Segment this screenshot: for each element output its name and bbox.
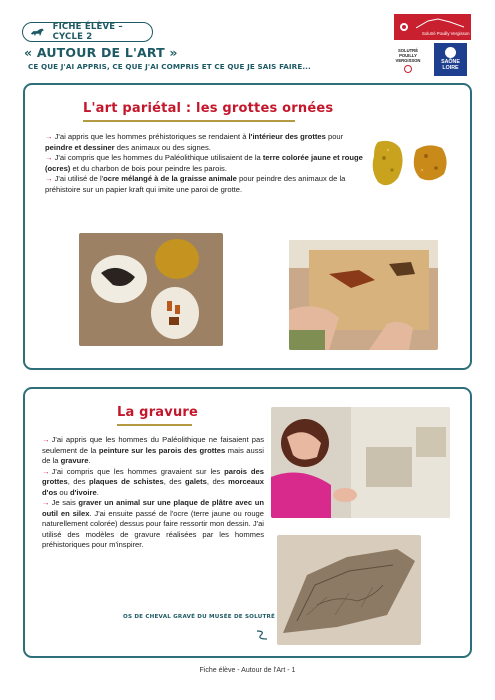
text-run: et du charbon de bois pour peindre les parois. [70, 163, 227, 173]
section-2-text [42, 435, 264, 551]
text-run: , des [163, 477, 185, 486]
text-bold: galets [184, 477, 207, 486]
text-run: , des [67, 477, 89, 486]
solutre-logo [394, 14, 471, 40]
text-bold: morceaux d'os [42, 477, 264, 497]
solutre-logo-text: Solutré Pouilly Vergisson [422, 31, 470, 36]
page-title: « AUTOUR DE L'ART » [24, 45, 178, 60]
section-1-underline [83, 120, 295, 122]
photo-engraved-bone [277, 535, 421, 645]
text-bold: ocre mélangé à de la graisse animale [103, 174, 237, 183]
section-1-paragraph [45, 174, 367, 195]
bullet-arrow-icon: → [45, 153, 53, 162]
bullet-arrow-icon: → [42, 435, 50, 444]
section-2-paragraph [42, 498, 264, 551]
text-bold: parois des grottes [42, 466, 265, 486]
solutre-sun-icon [397, 20, 411, 34]
photo-kids-painting [289, 240, 438, 350]
section-1-paragraph [45, 132, 367, 153]
section-gravure [23, 387, 472, 658]
text-run: , des [206, 477, 229, 486]
text-bold: plaques de schistes [88, 477, 164, 486]
section-2-heading: La gravure [117, 405, 199, 420]
pouilly-mark-icon [404, 65, 412, 73]
section-1-text [45, 132, 367, 195]
text-run: J'ai utilisé de l' [54, 174, 104, 183]
text-run: J'ai appris que les hommes préhistoriques se rendaient à [54, 132, 249, 141]
bullet-arrow-icon: → [45, 132, 53, 141]
saone-loire-logo [434, 43, 467, 76]
pouilly-logo [393, 44, 423, 76]
text-run: . J'ai ensuite passé de l'ocre (terre jaune ou rouge naturellement colorée) dessus pour faire ressortir mon dessin. J'ai utilisé des modèles de gravure réalisées par les hommes préhistoriques pour m'inspirer. [42, 508, 265, 549]
text-bold: peinture sur les parois des grottes [98, 445, 226, 455]
text-run: J'ai appris que les hommes du Paléolithique ne faisaient pas seulement de la [42, 435, 264, 455]
text-bold: gravure [60, 456, 89, 465]
section-2-paragraph [42, 467, 264, 499]
text-bold: terre colorée jaune et rouge (ocres) [45, 153, 363, 173]
photo-caption: OS DE CHEVAL GRAVÉ DU MUSÉE DE SOLUTRÉ [123, 614, 275, 620]
ochre-stone-orange [410, 142, 450, 184]
saone-badge-icon [445, 47, 456, 58]
text-run: J'ai compris que les hommes gravaient sur les [51, 466, 225, 476]
section-1-heading: L'art pariétal : les grottes ornées [83, 101, 334, 116]
section-art-parietal [23, 83, 472, 370]
pouilly-line-2: POUILLY [399, 53, 417, 58]
pouilly-line-1: SOLUTRÉ [397, 48, 418, 53]
text-run: . [96, 487, 99, 497]
pill-label: FICHE ÉLÈVE – CYCLE 2 [52, 22, 123, 42]
text-bold: d'ivoire [69, 487, 97, 497]
text-run: pour peindre des animaux de la préhistoire sur un papier kraft qui imite une paroi de grotte. [45, 174, 346, 194]
section-2-paragraph [42, 435, 264, 467]
photo-shells-ochre [79, 233, 223, 346]
text-run: ou [57, 487, 70, 497]
text-bold: graver un animal sur une plaque de plâtre avec un outil en silex [42, 498, 264, 518]
text-bold: peindre et dessiner [45, 142, 115, 152]
pouilly-line-3: VERGISSON [395, 58, 421, 63]
header-pill [22, 22, 153, 42]
section-1-paragraph [45, 153, 367, 174]
ochre-stone-yellow [370, 138, 406, 190]
text-bold: l'intérieur des grottes [248, 132, 326, 141]
section-2-underline [117, 424, 192, 426]
text-run: pour [325, 132, 344, 141]
page-subtitle: CE QUE J'AI APPRIS, CE QUE J'AI COMPRIS ET CE QUE JE SAIS FAIRE... [28, 62, 311, 71]
squiggle-icon [255, 629, 269, 641]
photo-child-engraving [271, 407, 450, 518]
bullet-arrow-icon: → [42, 498, 50, 507]
text-run: . [88, 456, 91, 465]
saone-line-1: SAÔNE [441, 59, 460, 65]
text-run: mais aussi de la [42, 445, 264, 465]
text-run: des animaux ou des signes. [114, 142, 211, 152]
horse-icon [29, 26, 47, 38]
saone-line-2: LOIRE [442, 65, 459, 71]
page-footer: Fiche élève - Autour de l'Art - 1 [199, 667, 296, 674]
text-run: J'ai compris que les hommes du Paléolithique utilisaient de la [54, 153, 263, 162]
solutre-rock-icon [416, 16, 464, 30]
text-run: Je sais [51, 498, 79, 507]
bullet-arrow-icon: → [42, 466, 50, 476]
bullet-arrow-icon: → [45, 174, 53, 183]
